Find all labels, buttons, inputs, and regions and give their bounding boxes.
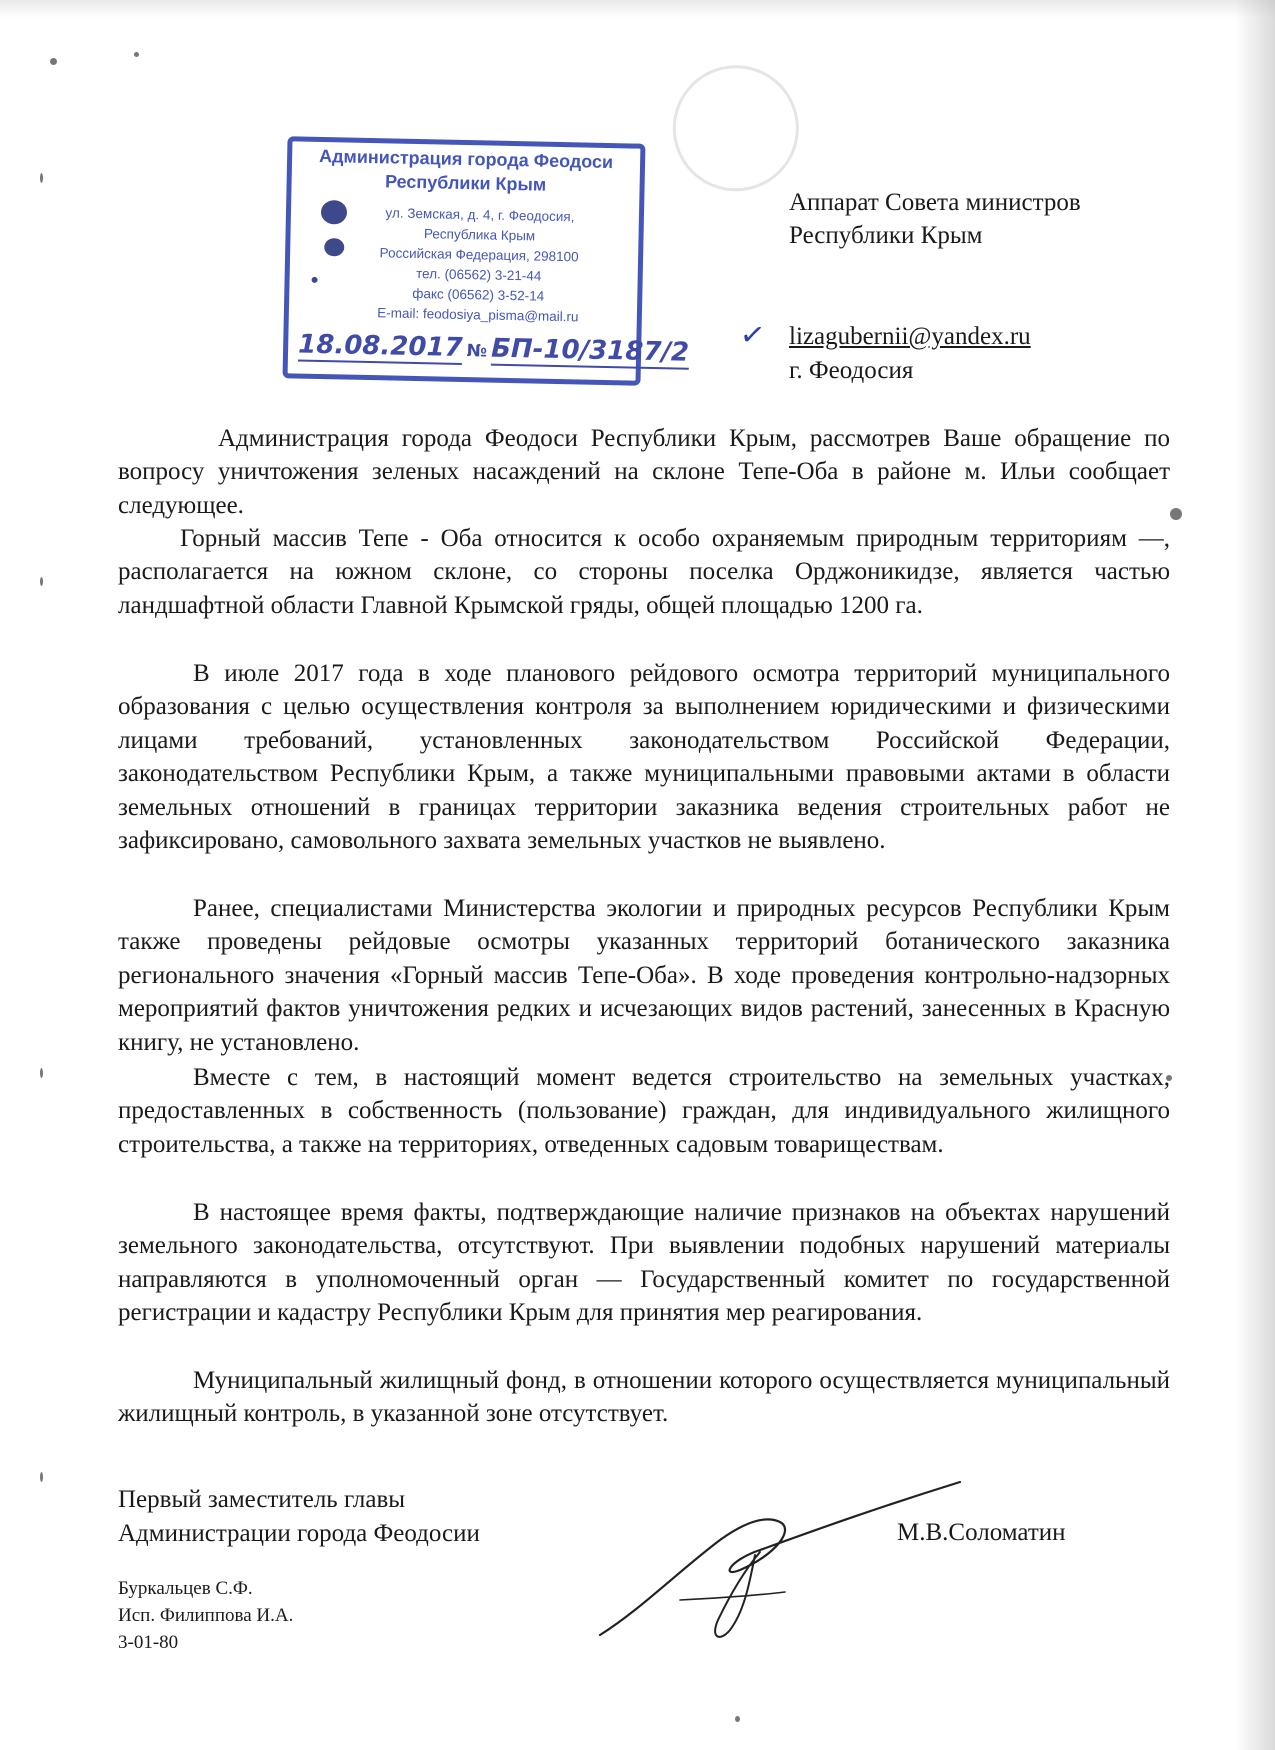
addressee-city: г. Феодосия	[789, 357, 914, 384]
scan-speck	[735, 1716, 740, 1722]
stamp-address-line2: Республика Крым	[423, 226, 536, 244]
body-paragraph-3: В июле 2017 года в ходе планового рейдового осмотра территорий муниципального образования с целью осуществления контроля за выполнением юридическими и физическими лицами требований, установленных законодательством Российской Федерации, законодательством Республики Крым, а также муниципальными правовыми актами в области земельных отношений в границах территории заказника ведения строительных работ не зафиксировано, самовольного захвата земельных участков не выявлено.	[118, 660, 1170, 855]
stamp-fax: факс (06562) 3-52-14	[412, 285, 545, 304]
handwritten-signature	[570, 1460, 990, 1660]
scan-speck	[40, 1068, 43, 1078]
checkmark-icon: ✓	[737, 316, 768, 355]
footer-line2: Исп. Филиппова И.А.	[118, 1605, 294, 1626]
scan-edge-shadow	[1235, 0, 1275, 1750]
signatory-position-line2: Администрации города Феодосии	[118, 1520, 480, 1547]
signatory-position-line1: Первый заместитель главы	[118, 1486, 406, 1513]
body-paragraph-1: Администрация города Феодоси Республики Крым, рассмотрев Ваше обращение по вопросу уничтожения зеленых насаждений на склоне Тепе-Оба в районе м. Ильи сообщает следующее.	[118, 425, 1170, 519]
document-footer	[118, 1575, 293, 1656]
body-paragraph-6: В настоящее время факты, подтверждающие наличие признаков на объектах нарушений земельного законодательства, отсутствуют. При выявлении подобных нарушений материалы направляются в уполномоченный орган — Государственный комитет по государственной регистрации и кадастру Республики Крым для принятия мер реагирования.	[118, 1199, 1170, 1327]
scan-speck	[134, 52, 139, 57]
stamp-number-sign: №	[466, 341, 488, 362]
stamp-phone: тел. (06562) 3-21-44	[415, 266, 542, 284]
scan-speck	[40, 577, 43, 586]
stamp-address-line3: Российская Федерация, 298100	[379, 245, 579, 265]
addressee-line2: Республики Крым	[789, 222, 983, 249]
scan-speck	[40, 1472, 43, 1482]
scan-speck	[1170, 508, 1182, 520]
addressee-email: lizagubernii@yandex.ru	[789, 323, 1031, 350]
stamp-registration-number	[298, 330, 689, 368]
scan-speck	[50, 58, 57, 65]
addressee-line1: Аппарат Совета министров	[789, 189, 1081, 216]
footer-line3: 3-01-80	[118, 1632, 179, 1653]
scan-top-shadow	[0, 0, 1275, 18]
body-paragraph-7: Муниципальный жилищный фонд, в отношении которого осуществляется муниципальный жилищный контроль, в указанной зоне отсутствует.	[118, 1367, 1170, 1428]
body-paragraph-5: Вместе с тем, в настоящий момент ведется строительство на земельных участках, предоставленных в собственность (пользование) граждан, для индивидуального жилищного строительства, а также на территориях, отведенных садовым товариществам.	[118, 1064, 1170, 1158]
stamp-org-line2: Республики Крым	[384, 171, 547, 195]
stamp-org-line1: Администрация города Феодоси	[318, 145, 614, 173]
stamp-email: E-mail: feodosiya_pisma@mail.ru	[377, 305, 579, 325]
stamp-number: БП-10/3187/2	[490, 333, 690, 368]
stamp-date: 18.08.2017	[297, 329, 463, 363]
registration-stamp	[283, 136, 690, 385]
signatory-position	[118, 1483, 480, 1551]
scan-speck	[40, 173, 43, 183]
body-paragraph-2: Горный массив Тепе - Оба относится к особо охраняемым природным территориям —, располагается на южном склоне, со стороны поселка Орджоникидзе, является частью ландшафтной области Главной Крымской гряды, общей площадью 1200 га.	[118, 525, 1170, 619]
signatory-name: М.В.Соломатин	[897, 1519, 1066, 1546]
footer-line1: Буркальцев С.Ф.	[118, 1578, 253, 1599]
body-paragraph-4: Ранее, специалистами Министерства экологии и природных ресурсов Республики Крым также проведены рейдовые осмотры указанных территорий ботанического заказника регионального значения «Горный массив Тепе-Оба». В ходе проведения контрольно-надзорных мероприятий фактов уничтожения редких и исчезающих видов растений, занесенных в Красную книгу, не установлено.	[118, 895, 1170, 1056]
stamp-address-line1: ул. Земская, д. 4, г. Феодосия,	[385, 205, 575, 225]
stamp-ink-blot	[312, 277, 318, 283]
